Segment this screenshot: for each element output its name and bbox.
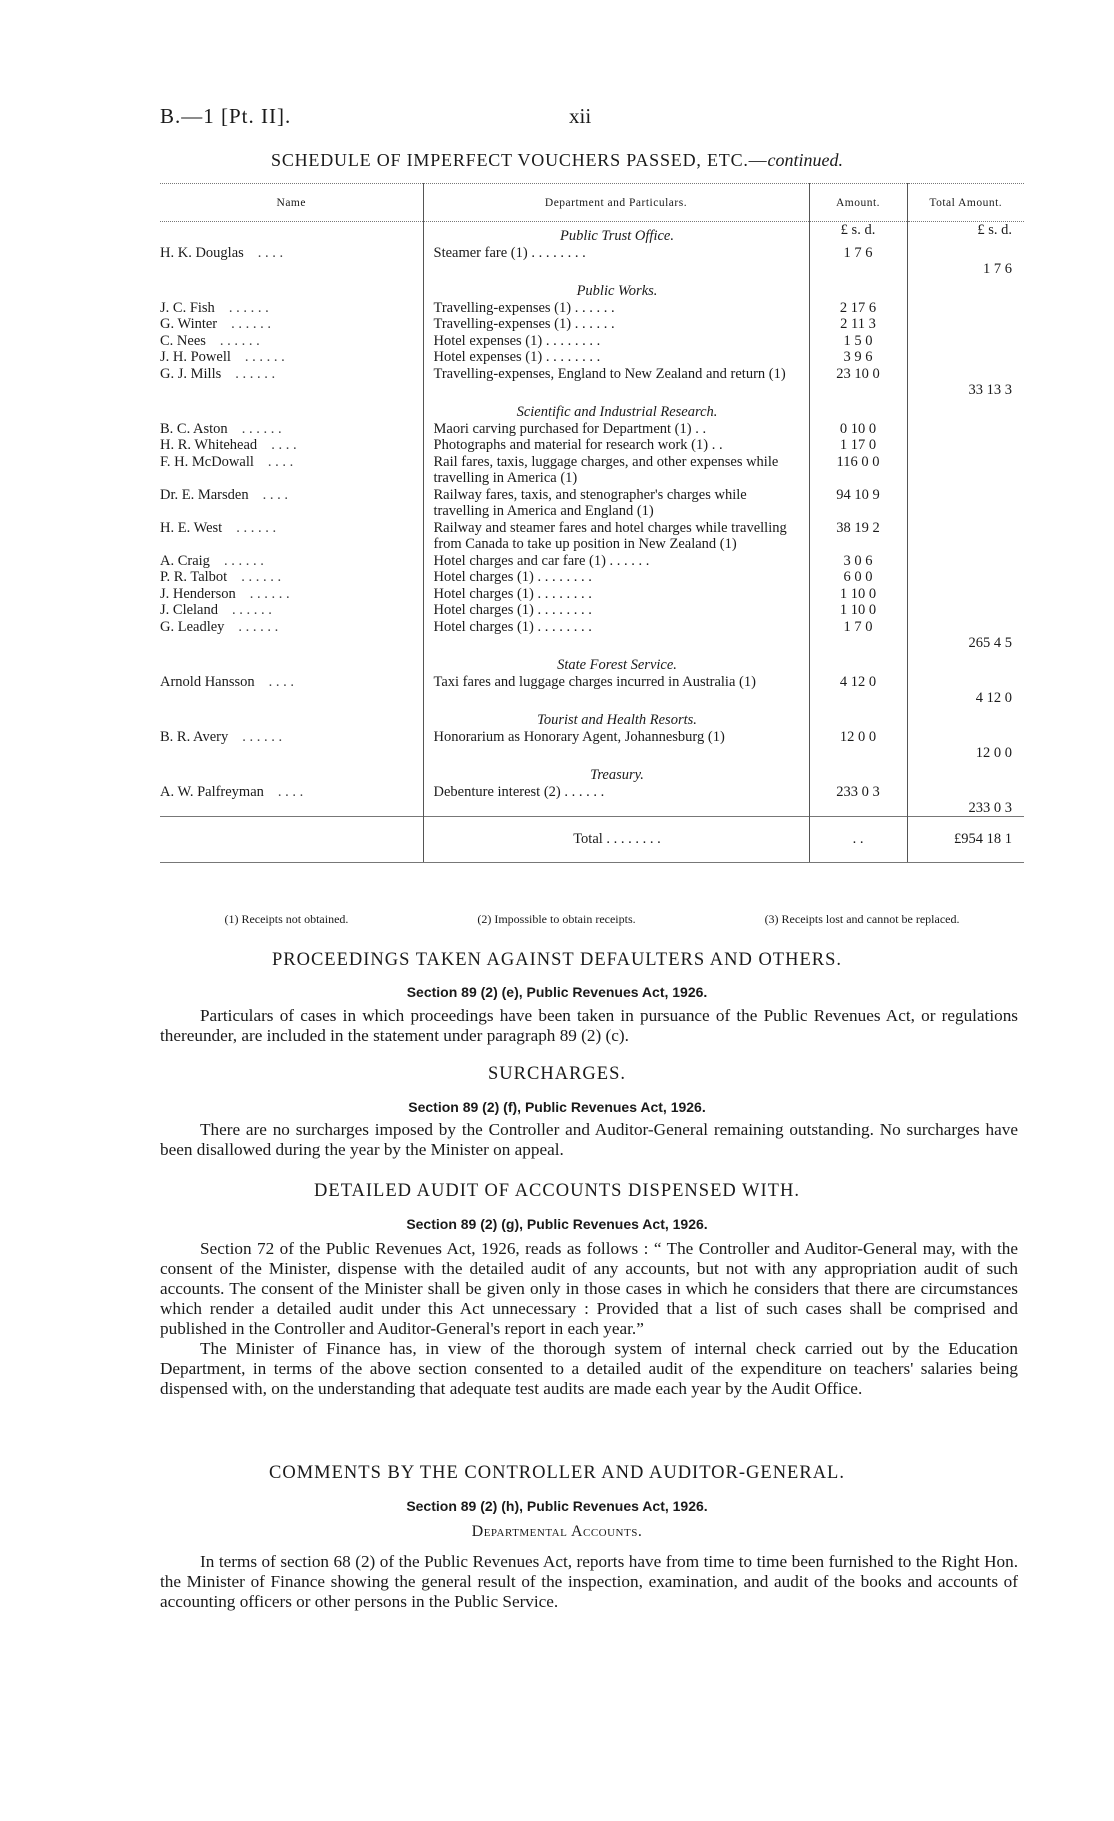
table-row — [160, 553, 1024, 570]
schedule-table — [160, 183, 1024, 863]
empty-amount-cell — [809, 761, 907, 784]
group-total: 1 7 6 — [907, 245, 1024, 278]
payee-name-cell — [160, 674, 423, 707]
table-row — [160, 602, 1024, 619]
empty-total-cell — [907, 553, 1024, 570]
payee-name-cell — [160, 316, 423, 333]
particulars: Hotel charges (1) . . . . . . . . — [423, 619, 809, 652]
grand-total-amount: . . — [809, 817, 907, 863]
department-heading-row — [160, 222, 1024, 245]
page-number: xii — [569, 104, 592, 128]
department-name: Tourist and Health Resorts. — [423, 706, 809, 729]
column-header-particulars: Department and Particulars. — [423, 184, 809, 222]
department-name: Public Works. — [423, 277, 809, 300]
grand-total-label: Total . . . . . . . . — [423, 817, 809, 863]
amount: 3 0 6 — [809, 553, 907, 570]
payee-name-cell — [160, 300, 423, 317]
payee-name: G. J. Mills — [160, 365, 222, 382]
payee-name-cell — [160, 454, 423, 487]
document-reference: B.—1 [Pt. II]. — [160, 104, 292, 128]
table-row — [160, 569, 1024, 586]
table-row — [160, 586, 1024, 603]
detailed-audit-paragraph-1: Section 72 of the Public Revenues Act, 1926, reads as follows : “ The Controller and Auditor-General may, with the consent of the Minister, dispense with the detailed audit of any accounts, but not with any appropriation audit of such accounts. The consent of the Minister shall be given only in those cases in which he considers that there are circumstances which render a detailed audit under this Act unnecessary : Provided that a list of such cases shall be comprised and published in the Controller and Auditor-General's report in each year.” — [160, 1239, 1018, 1338]
department-heading-row — [160, 277, 1024, 300]
particulars: Railway and steamer fares and hotel charges while travelling from Canada to take up position in New Zealand (1) — [423, 520, 809, 553]
surcharges-paragraph: There are no surcharges imposed by the Controller and Auditor-General remaining outstanding. No surcharges have been disallowed during the year by the Minister on appeal. — [160, 1120, 1018, 1159]
particulars: Travelling-expenses, England to New Zealand and return (1) — [423, 366, 809, 399]
leader-dots: . . . . . . — [219, 332, 260, 349]
leader-dots: . . . . . . — [242, 728, 283, 745]
department-name: Scientific and Industrial Research. — [423, 398, 809, 421]
leader-dots: . . . . . . — [232, 602, 272, 618]
departmental-accounts-subheading: Departmental Accounts. — [471, 1523, 643, 1540]
empty-total-cell — [907, 651, 1024, 674]
empty-total-cell — [907, 454, 1024, 487]
table-row — [160, 674, 1024, 707]
particulars: Hotel charges (1) . . . . . . . . — [423, 602, 809, 619]
particulars: Hotel expenses (1) . . . . . . . . — [423, 349, 809, 366]
particulars: Debenture interest (2) . . . . . . — [423, 784, 809, 817]
empty-name-cell — [160, 222, 423, 245]
payee-name-cell — [160, 245, 423, 278]
schedule-title: SCHEDULE OF IMPERFECT VOUCHERS PASSED, ETC.—continued. — [271, 150, 843, 170]
empty-amount-cell — [809, 706, 907, 729]
group-total: 12 0 0 — [907, 729, 1024, 762]
leader-dots: . . . . . . — [228, 299, 269, 316]
particulars: Travelling-expenses (1) . . . . . . — [423, 300, 809, 317]
particulars: Hotel charges and car fare (1) . . . . . . — [423, 553, 809, 570]
empty-total-cell — [907, 761, 1024, 784]
leader-dots: . . . . . . — [223, 552, 264, 569]
department-heading-row — [160, 761, 1024, 784]
payee-name-cell — [160, 366, 423, 399]
empty-amount-cell — [809, 398, 907, 421]
detailed-audit-paragraph-2: The Minister of Finance has, in view of the thorough system of internal check carried out by the Education Department, in terms of the above section consented to a detailed audit of the expenditure on teachers' salaries being dispensed with, on the understanding that adequate test audits are made each year by the Audit Office. — [160, 1339, 1018, 1398]
amount: 4 12 0 — [809, 674, 907, 707]
surcharges-heading: SURCHARGES. — [488, 1064, 626, 1084]
empty-total-cell — [907, 300, 1024, 317]
footnote-2: (2) Impossible to obtain receipts. — [477, 912, 636, 926]
particulars: Maori carving purchased for Department (1) . . — [423, 421, 809, 438]
leader-dots: . . . . . . — [231, 316, 272, 332]
empty-amount-cell — [809, 277, 907, 300]
empty-total-cell — [907, 437, 1024, 454]
particulars: Photographs and material for research work (1) . . — [423, 437, 809, 454]
table-row — [160, 333, 1024, 350]
table-row — [160, 316, 1024, 333]
group-total: 265 4 5 — [907, 619, 1024, 652]
payee-name: B. C. Aston — [160, 420, 228, 437]
particulars: Hotel charges (1) . . . . . . . . — [423, 586, 809, 603]
table-row — [160, 245, 1024, 278]
table-row — [160, 784, 1024, 817]
payee-name-cell — [160, 437, 423, 454]
detailed-audit-paragraphs — [160, 1239, 1018, 1399]
table-row — [160, 729, 1024, 762]
empty-name-cell — [160, 706, 423, 729]
footnote-3: (3) Receipts lost and cannot be replaced. — [764, 912, 960, 926]
amount: 3 9 6 — [809, 349, 907, 366]
payee-name: A. Craig — [160, 552, 210, 569]
amount: 94 10 9 — [809, 487, 907, 520]
payee-name: J. C. Fish — [160, 299, 215, 316]
comments-section-ref: Section 89 (2) (h), Public Revenues Act, 1926. — [406, 1498, 708, 1514]
empty-name-cell — [160, 817, 423, 863]
payee-name-cell — [160, 602, 423, 619]
empty-name-cell — [160, 398, 423, 421]
leader-dots: . . . . — [267, 453, 294, 470]
leader-dots: . . . . . . — [236, 519, 277, 536]
empty-total-cell — [907, 316, 1024, 333]
department-heading-row — [160, 706, 1024, 729]
department-name: State Forest Service. — [423, 651, 809, 674]
payee-name: Dr. E. Marsden — [160, 486, 249, 503]
payee-name: J. H. Powell — [160, 349, 231, 365]
table-row — [160, 619, 1024, 652]
department-name: Public Trust Office. — [423, 222, 809, 245]
amount: 233 0 3 — [809, 784, 907, 817]
amount: 23 10 0 — [809, 366, 907, 399]
amount: 2 11 3 — [809, 316, 907, 333]
grand-total-row — [160, 817, 1024, 863]
table-row — [160, 349, 1024, 366]
payee-name-cell — [160, 619, 423, 652]
amount: 2 17 6 — [809, 300, 907, 317]
particulars: Taxi fares and luggage charges incurred in Australia (1) — [423, 674, 809, 707]
particulars: Hotel charges (1) . . . . . . . . — [423, 569, 809, 586]
amount: 1 7 6 — [809, 245, 907, 278]
empty-name-cell — [160, 277, 423, 300]
particulars: Steamer fare (1) . . . . . . . . — [423, 245, 809, 278]
leader-dots: . . . . . . — [244, 349, 285, 365]
payee-name: C. Nees — [160, 332, 206, 349]
payee-name: G. Leadley — [160, 618, 225, 635]
empty-total-cell — [907, 602, 1024, 619]
grand-total-value: £954 18 1 — [907, 817, 1024, 863]
payee-name: J. Cleland — [160, 602, 218, 618]
detailed-audit-section-ref: Section 89 (2) (g), Public Revenues Act, 1926. — [406, 1216, 708, 1232]
table-row — [160, 454, 1024, 487]
amount: 1 10 0 — [809, 586, 907, 603]
table-row — [160, 421, 1024, 438]
empty-total-cell — [907, 487, 1024, 520]
empty-total-cell — [907, 398, 1024, 421]
leader-dots: . . . . — [257, 244, 284, 261]
empty-total-cell — [907, 277, 1024, 300]
payee-name: Arnold Hansson — [160, 673, 255, 690]
column-header-amount: Amount. — [809, 184, 907, 222]
payee-name-cell — [160, 569, 423, 586]
detailed-audit-heading: DETAILED AUDIT OF ACCOUNTS DISPENSED WITH. — [314, 1181, 800, 1201]
empty-total-cell — [907, 586, 1024, 603]
amount: 1 10 0 — [809, 602, 907, 619]
proceedings-paragraph: Particulars of cases in which proceedings have been taken in pursuance of the Public Revenues Act, or regulations thereunder, are included in the statement under paragraph 89 (2) (c). — [160, 1006, 1018, 1045]
particulars: Hotel expenses (1) . . . . . . . . — [423, 333, 809, 350]
empty-amount-cell — [809, 651, 907, 674]
payee-name-cell — [160, 586, 423, 603]
payee-name-cell — [160, 333, 423, 350]
group-total: 233 0 3 — [907, 784, 1024, 817]
payee-name-cell — [160, 520, 423, 553]
leader-dots: . . . . . . — [241, 569, 282, 585]
department-name: Treasury. — [423, 761, 809, 784]
payee-name: J. Henderson — [160, 585, 236, 602]
group-total: 33 13 3 — [907, 366, 1024, 399]
department-heading-row — [160, 398, 1024, 421]
table-row — [160, 520, 1024, 553]
amount: 38 19 2 — [809, 520, 907, 553]
empty-total-cell — [907, 421, 1024, 438]
empty-name-cell — [160, 761, 423, 784]
table-row — [160, 437, 1024, 454]
particulars: Honorarium as Honorary Agent, Johannesburg (1) — [423, 729, 809, 762]
payee-name: H. E. West — [160, 519, 223, 536]
payee-name: F. H. McDowall — [160, 453, 254, 470]
payee-name-cell — [160, 421, 423, 438]
empty-total-cell — [907, 349, 1024, 366]
leader-dots: . . . . . . — [238, 618, 279, 635]
table-header-row — [160, 184, 1024, 222]
table-row — [160, 366, 1024, 399]
empty-name-cell — [160, 651, 423, 674]
proceedings-heading: PROCEEDINGS TAKEN AGAINST DEFAULTERS AND OTHERS. — [271, 950, 843, 970]
table-row — [160, 487, 1024, 520]
column-header-name: Name — [160, 184, 423, 222]
schedule-body — [160, 222, 1024, 863]
amount: 1 17 0 — [809, 437, 907, 454]
empty-total-cell — [907, 706, 1024, 729]
leader-dots: . . . . . . — [249, 585, 290, 602]
payee-name-cell — [160, 349, 423, 366]
amount: 0 10 0 — [809, 421, 907, 438]
surcharges-section-ref: Section 89 (2) (f), Public Revenues Act, 1926. — [408, 1099, 706, 1115]
leader-dots: . . . . — [268, 673, 295, 690]
payee-name-cell — [160, 729, 423, 762]
empty-total-cell — [907, 333, 1024, 350]
leader-dots: . . . . — [262, 486, 288, 503]
proceedings-section-ref: Section 89 (2) (e), Public Revenues Act, 1926. — [406, 984, 708, 1000]
particulars: Rail fares, taxis, luggage charges, and other expenses while travelling in America (1) — [423, 454, 809, 487]
currency-header-amount: £ s. d. — [809, 222, 907, 245]
amount: 12 0 0 — [809, 729, 907, 762]
footnotes — [160, 912, 1024, 927]
amount: 6 0 0 — [809, 569, 907, 586]
payee-name: B. R. Avery — [160, 728, 229, 745]
currency-header-total: £ s. d. — [907, 222, 1024, 245]
particulars: Travelling-expenses (1) . . . . . . — [423, 316, 809, 333]
payee-name: H. K. Douglas — [160, 244, 244, 261]
comments-heading: COMMENTS BY THE CONTROLLER AND AUDITOR-GENERAL. — [269, 1463, 845, 1483]
payee-name: G. Winter — [160, 316, 218, 332]
payee-name-cell — [160, 553, 423, 570]
footnote-1: (1) Receipts not obtained. — [224, 912, 349, 926]
payee-name: A. W. Palfreyman — [160, 783, 264, 800]
amount: 1 5 0 — [809, 333, 907, 350]
comments-paragraph: In terms of section 68 (2) of the Public Revenues Act, reports have from time to time been furnished to the Right Hon. the Minister of Finance showing the general result of the inspection, examination, and audit of the books and accounts of accounting officers or other persons in the Public Service. — [160, 1552, 1018, 1611]
amount: 116 0 0 — [809, 454, 907, 487]
table-row — [160, 300, 1024, 317]
leader-dots: . . . . — [271, 437, 297, 453]
empty-total-cell — [907, 569, 1024, 586]
empty-total-cell — [907, 520, 1024, 553]
payee-name: H. R. Whitehead — [160, 437, 258, 453]
amount: 1 7 0 — [809, 619, 907, 652]
leader-dots: . . . . . . — [241, 420, 282, 437]
payee-name-cell — [160, 784, 423, 817]
department-heading-row — [160, 651, 1024, 674]
payee-name-cell — [160, 487, 423, 520]
particulars: Railway fares, taxis, and stenographer's charges while travelling in America and England (1) — [423, 487, 809, 520]
leader-dots: . . . . . . — [235, 365, 276, 382]
payee-name: P. R. Talbot — [160, 569, 228, 585]
group-total: 4 12 0 — [907, 674, 1024, 707]
leader-dots: . . . . — [277, 783, 304, 800]
column-header-total: Total Amount. — [907, 184, 1024, 222]
